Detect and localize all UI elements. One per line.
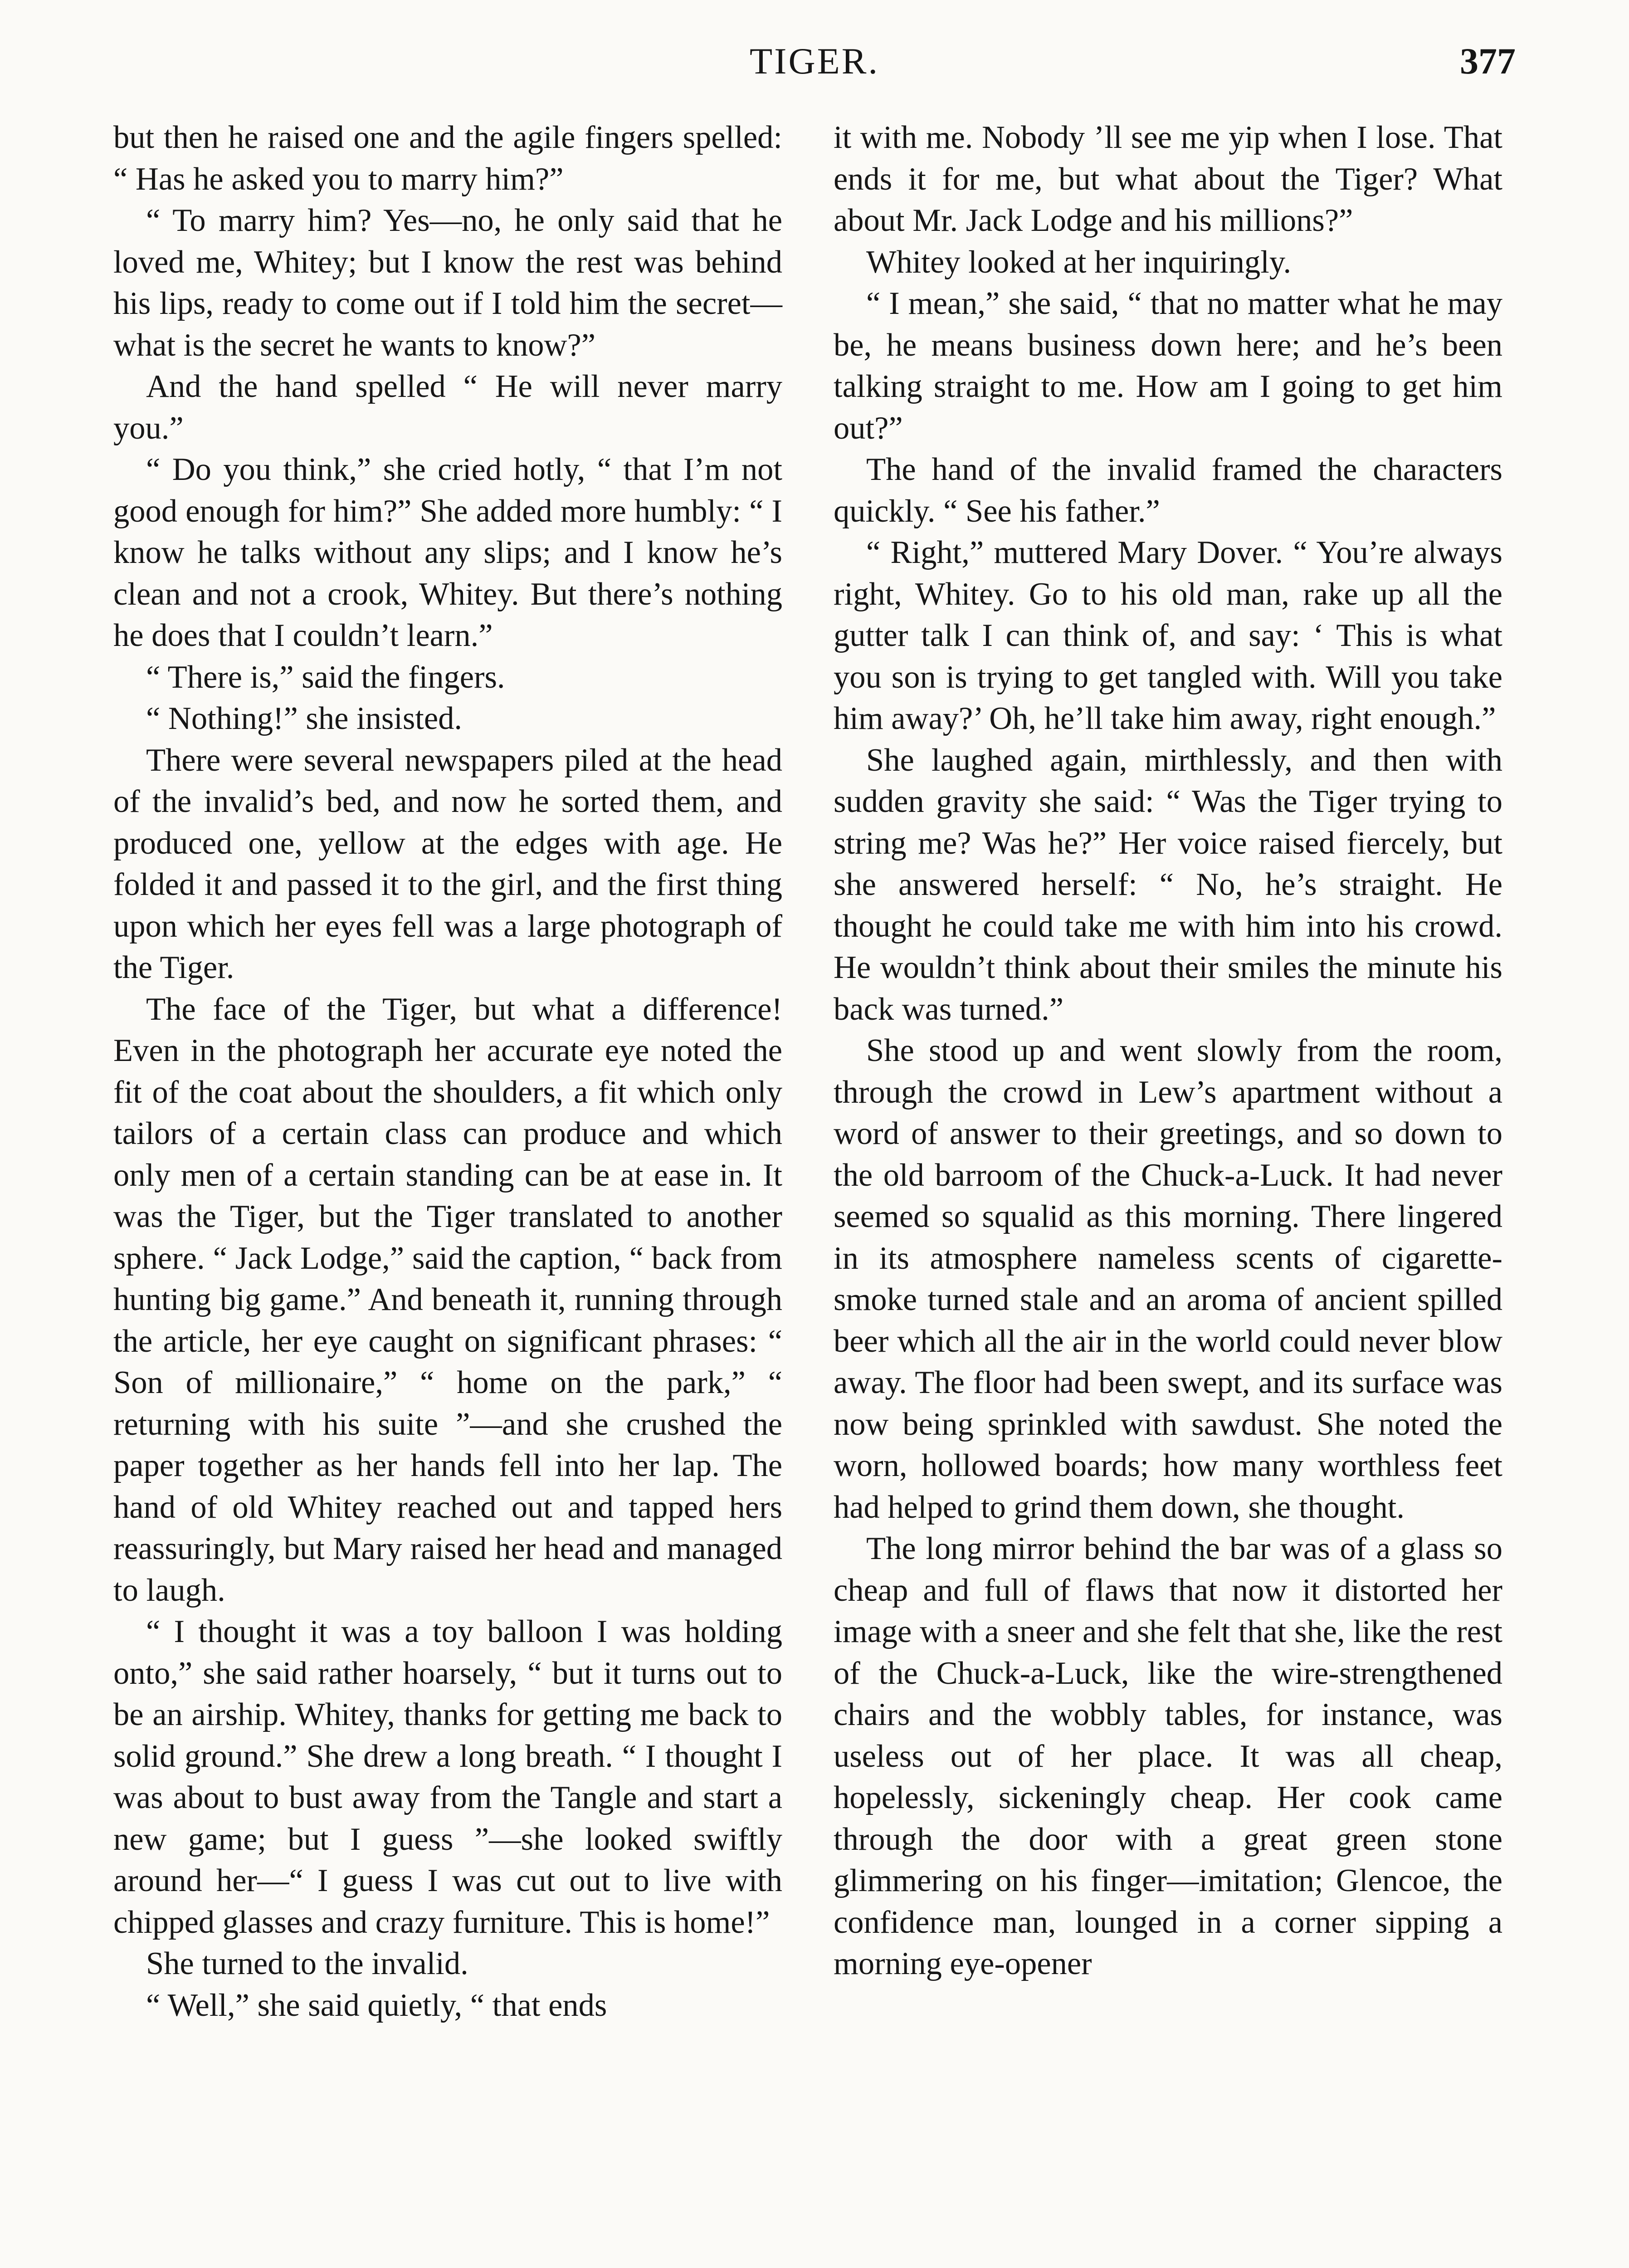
paragraph: “ To marry him? Yes—no, he only said that he loved me, Whitey; but I know the rest was behind his lips, ready to come out if I told him the secret—what is the secret he wants to know?” (113, 203, 782, 363)
paragraph: She stood up and went slowly from the room, through the crowd in Lew’s apartment without a word of answer to their greetings, and so down to the old barroom of the Chuck-a-Luck. It had never seemed so squalid as this morning. There lingered in its atmosphere nameless scents of cigarette-smoke turned stale and an aroma of ancient spilled beer which all the air in the world could never blow away. The floor had been swept, and its surface was now being sprinkled with sawdust. She noted the worn, hollowed boards; how many worthless feet had helped to grind them down, she thought. (834, 1033, 1502, 1525)
paragraph: “ I mean,” she said, “ that no matter what he may be, he means business down here; and he’s been talking straight to me. How am I going to get him out?” (834, 286, 1502, 446)
running-title: TIGER. (750, 40, 879, 82)
paragraph: “ Nothing!” she insisted. (146, 701, 463, 736)
left-column (113, 117, 782, 2026)
paragraph: She laughed again, mirthlessly, and then with sudden gravity she said: “ Was the Tiger trying to string me? Was he?” Her voice raised fiercely, but she answered herself: “ No, he’s straight. He thought he could take me with him into his crowd. He wouldn’t think about their smiles the minute his back was turned.” (834, 742, 1502, 1027)
paragraph: it with me. Nobody ’ll see me yip when I lose. That ends it for me, but what about the Tiger? What about Mr. Jack Lodge and his millions?” (834, 120, 1502, 238)
paragraph: “ Right,” muttered Mary Dover. “ You’re always right, Whitey. Go to his old man, rake up all the gutter talk I can think of, and say: ‘ This is what you son is trying to get tangled with. Will you take him away?’ Oh, he’ll take him away, right enough.” (834, 535, 1502, 736)
page-number: 377 (1460, 40, 1516, 82)
paragraph: “ There is,” said the fingers. (146, 659, 505, 695)
paragraph: but then he raised one and the agile fingers spelled: “ Has he asked you to marry him?” (113, 120, 782, 197)
page-header (113, 40, 1516, 90)
right-column (834, 117, 1502, 1985)
paragraph: “ Well,” she said quietly, “ that ends (146, 1987, 607, 2023)
paragraph: The long mirror behind the bar was of a glass so cheap and full of flaws that now it distorted her image with a sneer and she felt that she, like the rest of the Chuck-a-Luck, like the wire-strengthened chairs and the wobbly tables, for instance, was useless out of her place. It was all cheap, hopelessly, sickeningly cheap. Her cook came through the door with a great green stone glimmering on his finger—imitation; Glencoe, the confidence man, lounged in a corner sipping a morning eye-opener (834, 1531, 1502, 1981)
paragraph: The face of the Tiger, but what a difference! Even in the photograph her accurate eye noted the fit of the coat about the shoulders, a fit which only tailors of a certain class can produce and which only men of a certain standing can be at ease in. It was the Tiger, but the Tiger translated to another sphere. “ Jack Lodge,” said the caption, “ back from hunting big game.” And beneath it, running through the article, her eye caught on significant phrases: “ Son of millionaire,” “ home on the park,” “ returning with his suite ”—and she crushed the paper together as her hands fell into her lap. The hand of old Whitey reached out and tapped hers reassuringly, but Mary raised her head and managed to laugh. (113, 991, 782, 1608)
paragraph: The hand of the invalid framed the characters quickly. “ See his father.” (834, 452, 1502, 529)
paragraph: She turned to the invalid. (146, 1946, 468, 1981)
paragraph: “ I thought it was a toy balloon I was holding onto,” she said rather hoarsely, “ but it turns out to be an airship. Whitey, thanks for getting me back to solid ground.” She drew a long breath. “ I thought I was about to bust away from the Tangle and start a new game; but I guess ”—she looked swiftly around her—“ I guess I was cut out to live with chipped glasses and crazy furniture. This is home!” (113, 1614, 782, 1940)
paragraph: “ Do you think,” she cried hotly, “ that I’m not good enough for him?” She added more humbly: “ I know he talks without any slips; and I know he’s clean and not a crook, Whitey. But there’s nothing he does that I couldn’t learn.” (113, 452, 782, 653)
paragraph: And the hand spelled “ He will never marry you.” (113, 369, 782, 446)
paragraph: There were several newspapers piled at the head of the invalid’s bed, and now he sorted them, and produced one, yellow at the edges with age. He folded it and passed it to the girl, and the first thing upon which her eyes fell was a large photograph of the Tiger. (113, 742, 782, 985)
paragraph: Whitey looked at her inquiringly. (866, 244, 1292, 280)
